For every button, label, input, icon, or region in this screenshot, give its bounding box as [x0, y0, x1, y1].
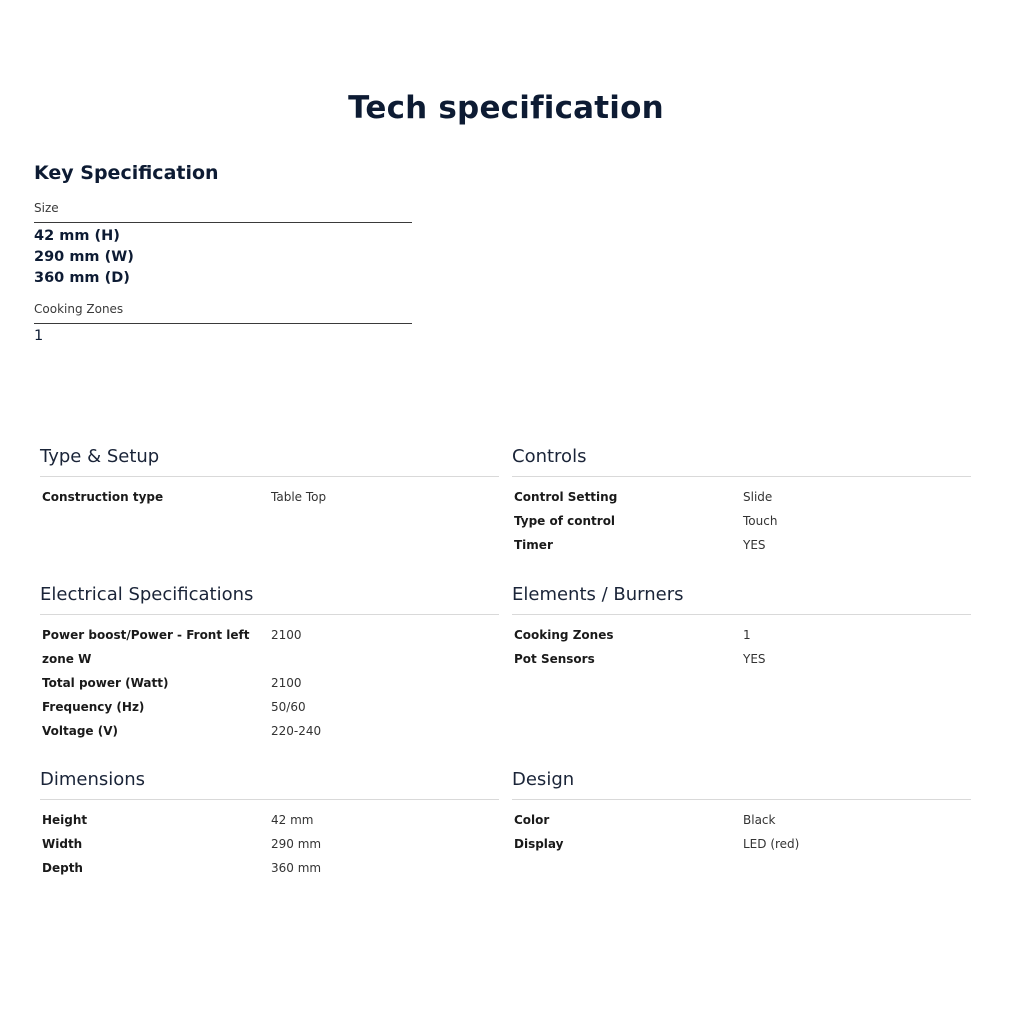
spec-value: Black — [743, 813, 776, 827]
size-width: 290 mm (W) — [34, 249, 134, 265]
spec-row — [512, 533, 971, 557]
spec-row — [40, 623, 499, 671]
spec-label: Cooking Zones — [514, 628, 614, 642]
section-type-setup — [40, 446, 499, 509]
size-values — [34, 223, 412, 289]
spec-row — [40, 808, 499, 832]
spec-row — [40, 695, 499, 719]
spec-value: 42 mm — [271, 813, 314, 827]
section-electrical-specifications — [40, 584, 499, 743]
section-title: Dimensions — [40, 769, 499, 800]
section-title: Controls — [512, 446, 971, 477]
spec-label: Total power (Watt) — [42, 676, 169, 690]
spec-label: Power boost/Power - Front left zone W — [42, 628, 250, 666]
spec-row — [40, 856, 499, 880]
spec-label: Timer — [514, 538, 553, 552]
spec-value: 2100 — [271, 628, 302, 642]
section-title: Type & Setup — [40, 446, 499, 477]
spec-row — [40, 485, 499, 509]
size-label: Size — [34, 201, 412, 223]
spec-label: Display — [514, 837, 564, 851]
key-specification-heading: Key Specification — [34, 162, 219, 184]
spec-row — [512, 509, 971, 533]
section-controls — [512, 446, 971, 557]
section-dimensions — [40, 769, 499, 880]
spec-value: Touch — [743, 514, 778, 528]
spec-value: YES — [743, 538, 766, 552]
spec-label: Width — [42, 837, 83, 851]
spec-label: Control Setting — [514, 490, 618, 504]
page-title: Tech specification — [348, 90, 664, 126]
spec-row — [512, 623, 971, 647]
spec-label: Height — [42, 813, 88, 827]
section-title: Elements / Burners — [512, 584, 971, 615]
key-specification — [34, 162, 412, 347]
spec-value: 360 mm — [271, 861, 322, 875]
spec-value: Slide — [743, 490, 773, 504]
spec-row — [512, 485, 971, 509]
spec-value: YES — [743, 652, 766, 666]
spec-label: Construction type — [42, 490, 164, 504]
size-height: 42 mm (H) — [34, 228, 120, 244]
section-design — [512, 769, 971, 856]
spec-row — [512, 808, 971, 832]
spec-label: Pot Sensors — [514, 652, 595, 666]
spec-value: Table Top — [271, 490, 327, 504]
cooking-zones-value: 1 — [34, 328, 44, 344]
spec-value: LED (red) — [743, 837, 800, 851]
spec-label: Frequency (Hz) — [42, 700, 145, 714]
spec-value: 290 mm — [271, 837, 322, 851]
size-depth: 360 mm (D) — [34, 270, 130, 286]
cooking-zones-label: Cooking Zones — [34, 302, 412, 324]
spec-label: Type of control — [514, 514, 616, 528]
spec-row — [512, 647, 971, 671]
spec-label: Voltage (V) — [42, 724, 118, 738]
section-elements-burners — [512, 584, 971, 671]
spec-row — [40, 719, 499, 743]
spec-row — [512, 832, 971, 856]
spec-row — [40, 832, 499, 856]
spec-value: 1 — [743, 628, 751, 642]
spec-label: Depth — [42, 861, 83, 875]
spec-value: 220-240 — [271, 724, 322, 738]
spec-label: Color — [514, 813, 550, 827]
section-title: Electrical Specifications — [40, 584, 499, 615]
section-title: Design — [512, 769, 971, 800]
spec-value: 50/60 — [271, 700, 306, 714]
spec-row — [40, 671, 499, 695]
spec-value: 2100 — [271, 676, 302, 690]
